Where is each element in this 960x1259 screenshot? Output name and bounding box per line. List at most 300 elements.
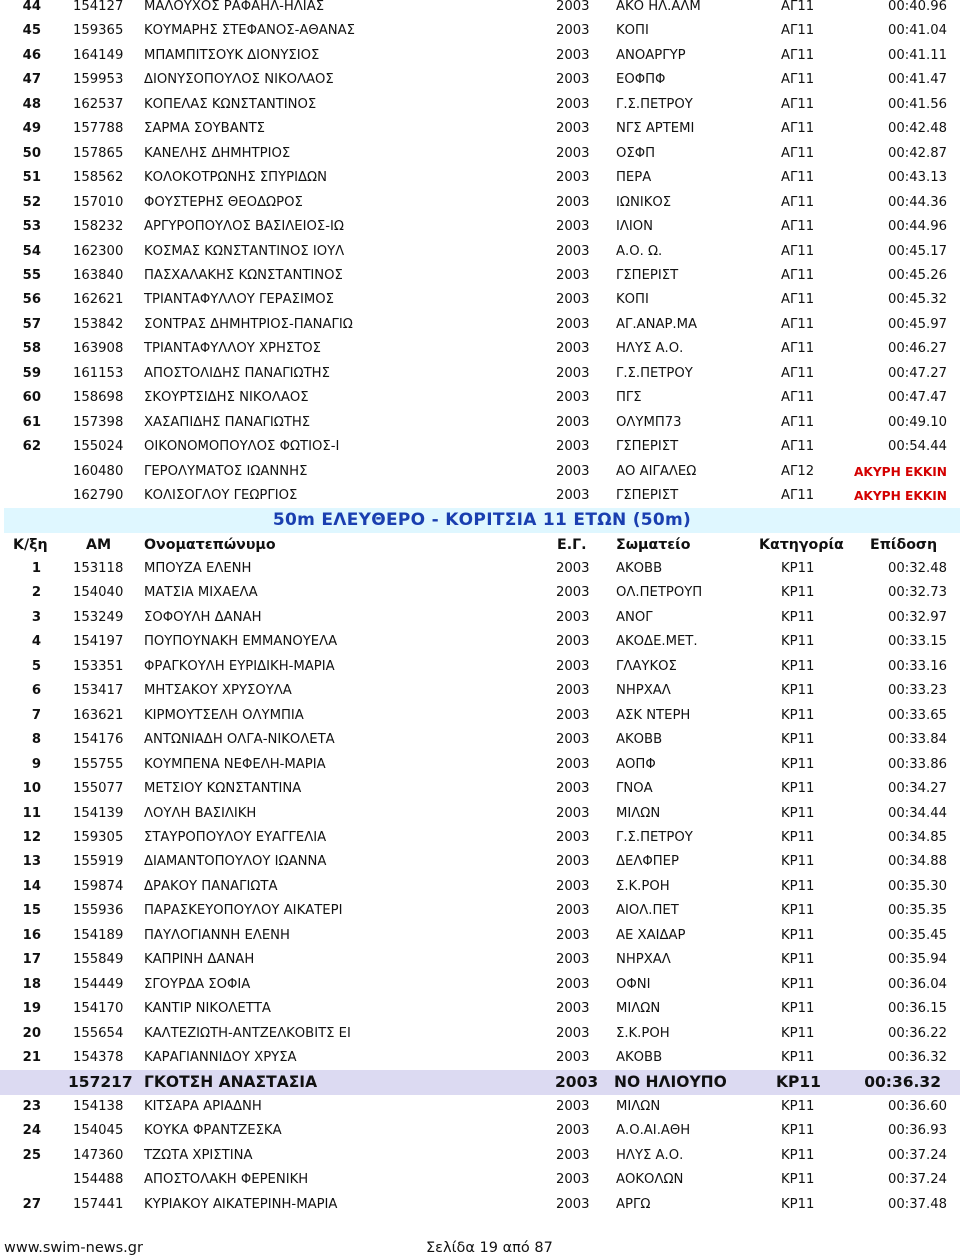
table-row — [0, 68, 960, 93]
club-cell: ΓΣΠΕΡΙΣΤ — [616, 267, 679, 283]
rank-cell: 18 — [22, 976, 41, 992]
am-cell: 154176 — [73, 732, 124, 748]
name-cell: ΣΓΟΥΡΔΑ ΣΟΦΙΑ — [144, 976, 251, 992]
club-cell: ΑΣΚ ΝΤΕΡΗ — [616, 707, 691, 723]
category-cell: ΑΓ11 — [781, 23, 815, 39]
club-cell: ΝΓΣ ΑΡΤΕΜΙ — [616, 121, 695, 137]
club-cell: ΔΕΛΦΠΕΡ — [616, 854, 679, 870]
category-cell: ΚΡ11 — [781, 585, 815, 601]
category-cell: ΑΓ11 — [781, 316, 815, 332]
club-cell: ΝΗΡΧΑΛ — [616, 952, 671, 968]
table-row — [0, 1119, 960, 1144]
name-cell: ΚΑΛΤΕΖΙΩΤΗ-ΑΝΤΖΕΛΚΟΒΙΤΣ ΕΙ — [144, 1025, 351, 1041]
am-cell: 158698 — [73, 390, 124, 406]
name-cell: ΚΑΡΑΓΙΑΝΝΙΔΟΥ ΧΡΥΣΑ — [144, 1050, 297, 1065]
am-cell: 162621 — [73, 292, 124, 308]
year-cell: 2003 — [556, 1001, 590, 1017]
category-cell: ΑΓ11 — [781, 47, 815, 63]
club-cell: ΜΙΛΩΝ — [616, 805, 661, 821]
club-cell: ΙΩΝΙΚΟΣ — [616, 194, 672, 210]
year-cell: 2003 — [556, 634, 590, 650]
year-cell: 2003 — [556, 1123, 590, 1139]
rank-cell: 57 — [22, 316, 41, 332]
year-cell: 2003 — [556, 145, 590, 161]
name-cell: ΚΟΥΚΑ ΦΡΑΝΤΖΕΣΚΑ — [144, 1123, 282, 1139]
time-cell: 00:36.32 — [864, 1073, 941, 1092]
category-cell: ΑΓ11 — [781, 194, 815, 210]
rank-cell: 14 — [22, 878, 41, 894]
name-cell: ΚΟΥΜΑΡΗΣ ΣΤΕΦΑΝΟΣ-ΑΘΑΝΑΣ — [144, 23, 355, 39]
category-cell: ΑΓ11 — [781, 219, 815, 235]
header-name: Ονοματεπώνυμο — [144, 537, 276, 553]
rank-cell: 56 — [22, 292, 41, 308]
am-cell: 162790 — [73, 488, 124, 503]
category-cell: ΚΡ11 — [781, 1025, 815, 1041]
name-cell: ΤΡΙΑΝΤΑΦΥΛΛΟΥ ΓΕΡΑΣΙΜΟΣ — [144, 292, 334, 308]
time-cell: 00:36.93 — [888, 1123, 947, 1139]
year-cell: 2003 — [556, 976, 590, 992]
name-cell: ΜΑΤΣΙΑ ΜΙΧΑΕΛΑ — [144, 585, 258, 601]
time-cell: 00:45.17 — [888, 243, 947, 259]
name-cell: ΚΑΝΤΙΡ ΝΙΚΟΛΕΤΤΑ — [144, 1001, 271, 1017]
table-row — [0, 1144, 960, 1169]
club-cell: ΑΟ ΑΙΓΑΛΕΩ — [616, 463, 697, 479]
time-cell: 00:36.32 — [888, 1050, 947, 1065]
time-cell: 00:33.15 — [888, 634, 947, 650]
club-cell: ΑΚΟΒΒ — [616, 1050, 663, 1065]
club-cell: ΓΣΠΕΡΙΣΤ — [616, 488, 679, 503]
year-cell: 2003 — [556, 732, 590, 748]
rank-cell: 2 — [31, 585, 41, 601]
am-cell: 155077 — [73, 781, 124, 797]
club-cell: ΑΚΟΒΒ — [616, 561, 663, 576]
name-cell: ΚΟΛΟΚΟΤΡΩΝΗΣ ΣΠΥΡΙΔΩΝ — [144, 170, 327, 186]
time-cell: 00:34.44 — [888, 805, 947, 821]
time-cell: 00:36.22 — [888, 1025, 947, 1041]
am-cell: 155919 — [73, 854, 124, 870]
year-cell: 2003 — [556, 170, 590, 186]
club-cell: Γ.Σ.ΠΕΤΡΟΥ — [616, 829, 693, 845]
club-cell: ΑΚΟΒΒ — [616, 732, 663, 748]
rank-cell: 21 — [22, 1050, 41, 1065]
table-row — [0, 728, 960, 753]
category-cell: ΑΓ11 — [781, 365, 815, 381]
table-row — [0, 1022, 960, 1047]
category-cell: ΑΓ11 — [781, 243, 815, 259]
category-cell: ΑΓ11 — [781, 390, 815, 406]
year-cell: 2003 — [556, 829, 590, 845]
club-cell: ΝΗΡΧΑΛ — [616, 683, 671, 699]
club-cell: ΟΛ.ΠΕΤΡΟΥΠ — [616, 585, 703, 601]
category-cell: ΚΡ11 — [781, 1050, 815, 1065]
club-cell: ΓΛΑΥΚΟΣ — [616, 658, 677, 674]
year-cell: 2003 — [556, 414, 590, 430]
year-cell: 2003 — [556, 365, 590, 381]
time-cell: 00:33.84 — [888, 732, 947, 748]
rank-cell: 24 — [22, 1123, 41, 1139]
am-cell: 159305 — [73, 829, 124, 845]
table-row — [0, 581, 960, 606]
year-cell: 2003 — [556, 316, 590, 332]
time-cell: 00:35.45 — [888, 927, 947, 943]
am-cell: 159874 — [73, 878, 124, 894]
category-cell: ΑΓ11 — [781, 170, 815, 186]
club-cell: ΠΕΡΑ — [616, 170, 652, 186]
time-cell: 00:35.30 — [888, 878, 947, 894]
table-row — [0, 655, 960, 680]
category-cell: ΑΓ11 — [781, 267, 815, 283]
table-row — [0, 142, 960, 167]
table-row — [0, 362, 960, 387]
year-cell: 2003 — [556, 47, 590, 63]
name-cell: ΣΟΝΤΡΑΣ ΔΗΜΗΤΡΙΟΣ-ΠΑΝΑΓΙΩ — [144, 316, 353, 332]
rank-cell: 13 — [22, 854, 41, 870]
rank-cell: 15 — [22, 903, 41, 919]
category-cell: ΚΡ11 — [781, 1196, 815, 1212]
table-row — [0, 777, 960, 802]
year-cell: 2003 — [556, 609, 590, 625]
am-cell: 159953 — [73, 72, 124, 88]
am-cell: 155024 — [73, 439, 124, 455]
name-cell: ΜΕΤΣΙΟΥ ΚΩΝΣΤΑΝΤΙΝΑ — [144, 781, 302, 797]
am-cell: 157441 — [73, 1196, 124, 1212]
time-cell: 00:34.88 — [888, 854, 947, 870]
page-footer — [0, 1237, 960, 1259]
am-cell: 155654 — [73, 1025, 124, 1041]
time-cell: 00:43.13 — [888, 170, 947, 186]
table-row — [0, 191, 960, 216]
footer-site[interactable]: www.swim-news.gr — [4, 1240, 143, 1256]
category-cell: ΚΡ11 — [781, 561, 815, 576]
am-cell: 147360 — [73, 1147, 124, 1163]
name-cell: ΤΡΙΑΝΤΑΦΥΛΛΟΥ ΧΡΗΣΤΟΣ — [144, 341, 321, 357]
name-cell: ΟΙΚΟΝΟΜΟΠΟΥΛΟΣ ΦΩΤΙΟΣ-Ι — [144, 439, 340, 455]
time-cell: 00:40.96 — [888, 0, 947, 14]
name-cell: ΑΠΟΣΤΟΛΙΔΗΣ ΠΑΝΑΓΙΩΤΗΣ — [144, 365, 330, 381]
am-cell: 155936 — [73, 903, 124, 919]
table-row — [0, 753, 960, 778]
am-cell: 153249 — [73, 609, 124, 625]
club-cell: ΑΟΠΦ — [616, 756, 656, 772]
year-cell: 2003 — [555, 1073, 599, 1092]
name-cell: ΜΑΛΟΥΧΟΣ ΡΑΦΑΗΛ-ΗΛΙΑΣ — [144, 0, 325, 14]
club-cell: Α.Ο.ΑΙ.ΑΘΗ — [616, 1123, 691, 1139]
year-cell: 2003 — [556, 463, 590, 479]
footer-page-number: Σελίδα 19 από 87 — [426, 1240, 553, 1256]
am-cell: 157788 — [73, 121, 124, 137]
year-cell: 2003 — [556, 683, 590, 699]
year-cell: 2003 — [556, 194, 590, 210]
club-cell: ΑΚΟΔΕ.ΜΕΤ. — [616, 634, 698, 650]
time-cell: 00:45.26 — [888, 267, 947, 283]
am-cell: 154045 — [73, 1123, 124, 1139]
table-row — [0, 1070, 960, 1095]
category-cell: ΚΡ11 — [781, 609, 815, 625]
rank-cell: 45 — [22, 23, 41, 39]
name-cell: ΑΠΟΣΤΟΛΑΚΗ ΦΕΡΕΝΙΚΗ — [144, 1172, 309, 1188]
name-cell: ΠΑΥΛΟΓΙΑΝΝΗ ΕΛΕΝΗ — [144, 927, 290, 943]
table-row — [0, 337, 960, 362]
time-cell: 00:37.24 — [888, 1172, 947, 1188]
club-cell: ΑΓ.ΑΝΑΡ.ΜΑ — [616, 316, 698, 332]
name-cell: ΚΟΠΕΛΑΣ ΚΩΝΣΤΑΝΤΙΝΟΣ — [144, 96, 317, 112]
category-cell: ΚΡ11 — [781, 634, 815, 650]
time-cell: 00:46.27 — [888, 341, 947, 357]
category-cell: ΚΡ11 — [781, 707, 815, 723]
category-cell: ΚΡ11 — [781, 903, 815, 919]
table-row — [0, 19, 960, 44]
club-cell: ΕΟΦΠΦ — [616, 72, 666, 88]
time-cell: 00:49.10 — [888, 414, 947, 430]
name-cell: ΦΡΑΓΚΟΥΛΗ ΕΥΡΙΔΙΚΗ-ΜΑΡΙΑ — [144, 658, 335, 674]
table-row — [0, 802, 960, 827]
time-cell: 00:45.97 — [888, 316, 947, 332]
table-row — [0, 630, 960, 655]
category-cell: ΚΡ11 — [776, 1073, 821, 1092]
year-cell: 2003 — [556, 439, 590, 455]
table-row — [0, 973, 960, 998]
category-cell: ΚΡ11 — [781, 829, 815, 845]
rank-cell: 1 — [31, 561, 41, 576]
category-cell: ΚΡ11 — [781, 732, 815, 748]
club-cell: Γ.Σ.ΠΕΤΡΟΥ — [616, 96, 693, 112]
table-row — [0, 948, 960, 973]
category-cell: ΚΡ11 — [781, 1123, 815, 1139]
category-cell: ΚΡ11 — [781, 1147, 815, 1163]
year-cell: 2003 — [556, 1147, 590, 1163]
table-row — [0, 924, 960, 949]
name-cell: ΛΟΥΛΗ ΒΑΣΙΛΙΚΗ — [144, 805, 257, 821]
rank-cell: 19 — [22, 1001, 41, 1017]
am-cell: 157398 — [73, 414, 124, 430]
name-cell: ΚΟΛΙΣΟΓΛΟΥ ΓΕΩΡΓΙΟΣ — [144, 488, 298, 503]
time-cell: 00:47.47 — [888, 390, 947, 406]
table-row — [0, 875, 960, 900]
am-cell: 157217 — [68, 1073, 133, 1092]
club-cell: ΑΝΟΑΡΓΥΡ — [616, 47, 686, 63]
club-cell: Γ.Σ.ΠΕΤΡΟΥ — [616, 365, 693, 381]
name-cell: ΠΑΡΑΣΚΕΥΟΠΟΥΛΟΥ ΑΙΚΑΤΕΡΙ — [144, 903, 343, 919]
name-cell: ΠΑΣΧΑΛΑΚΗΣ ΚΩΝΣΤΑΝΤΙΝΟΣ — [144, 267, 343, 283]
year-cell: 2003 — [556, 707, 590, 723]
time-cell: 00:45.32 — [888, 292, 947, 308]
category-cell: ΚΡ11 — [781, 781, 815, 797]
time-cell: 00:44.96 — [888, 219, 947, 235]
category-cell: ΑΓ11 — [781, 0, 815, 14]
am-cell: 161153 — [73, 365, 124, 381]
time-cell: 00:41.56 — [888, 96, 947, 112]
category-cell: ΑΓ11 — [781, 145, 815, 161]
name-cell: ΚΙΤΣΑΡΑ ΑΡΙΑΔΝΗ — [144, 1098, 262, 1114]
rank-cell: 17 — [22, 952, 41, 968]
club-cell: Α.Ο. Ω. — [616, 243, 663, 259]
time-cell: 00:35.94 — [888, 952, 947, 968]
table-row — [0, 1168, 960, 1193]
rank-cell: 10 — [22, 781, 41, 797]
year-cell: 2003 — [556, 1196, 590, 1212]
time-cell: ΑΚΥΡΗ ΕΚΚΙΝ — [853, 464, 947, 479]
rank-cell: 3 — [31, 609, 41, 625]
club-cell: ΑΙΟΛ.ΠΕΤ — [616, 903, 679, 919]
time-cell: 00:42.48 — [888, 121, 947, 137]
table-row — [0, 606, 960, 631]
header-rank: Κ/ξη — [13, 537, 48, 553]
club-cell: ΜΙΛΩΝ — [616, 1001, 661, 1017]
club-cell: ΑΚΟ ΗΛ.ΑΛΜ — [616, 0, 701, 14]
club-cell: ΟΛΥΜΠ73 — [616, 414, 682, 430]
header-category: Κατηγορία — [759, 537, 844, 553]
rank-cell: 16 — [22, 927, 41, 943]
table-row — [0, 557, 960, 582]
table-row — [0, 484, 960, 509]
category-cell: ΚΡ11 — [781, 756, 815, 772]
category-cell: ΚΡ11 — [781, 854, 815, 870]
category-cell: ΚΡ11 — [781, 658, 815, 674]
year-cell: 2003 — [556, 292, 590, 308]
rank-cell: 25 — [22, 1147, 41, 1163]
name-cell: ΓΕΡΟΛΥΜΑΤΟΣ ΙΩΑΝΝΗΣ — [144, 463, 308, 479]
rank-cell: 53 — [22, 219, 41, 235]
time-cell: 00:32.97 — [888, 609, 947, 625]
table-row — [0, 215, 960, 240]
am-cell: 154488 — [73, 1172, 124, 1188]
rank-cell: 5 — [31, 658, 41, 674]
table-row — [0, 1046, 960, 1071]
table-row — [0, 240, 960, 265]
header-club: Σωματείο — [616, 537, 691, 553]
am-cell: 164149 — [73, 47, 124, 63]
rank-cell: 52 — [22, 194, 41, 210]
rank-cell: 48 — [22, 96, 41, 112]
category-cell: ΑΓ11 — [781, 96, 815, 112]
club-cell: ΓΝΟΑ — [616, 781, 653, 797]
year-cell: 2003 — [556, 658, 590, 674]
time-cell: 00:36.04 — [888, 976, 947, 992]
time-cell: 00:32.73 — [888, 585, 947, 601]
rank-cell: 4 — [31, 634, 41, 650]
time-cell: 00:41.11 — [888, 47, 947, 63]
rank-cell: 27 — [22, 1196, 41, 1212]
time-cell: 00:41.04 — [888, 23, 947, 39]
category-cell: ΚΡ11 — [781, 805, 815, 821]
rank-cell: 8 — [31, 732, 41, 748]
name-cell: ΣΑΡΜΑ ΣΟΥΒΑΝΤΣ — [144, 121, 265, 137]
time-cell: 00:37.48 — [888, 1196, 947, 1212]
category-cell: ΑΓ11 — [781, 488, 815, 503]
time-cell: 00:36.60 — [888, 1098, 947, 1114]
name-cell: ΚΙΡΜΟΥΤΣΕΛΗ ΟΛΥΜΠΙΑ — [144, 707, 304, 723]
header-time: Επίδοση — [870, 537, 938, 553]
name-cell: ΑΝΤΩΝΙΑΔΗ ΟΛΓΑ-ΝΙΚΟΛΕΤΑ — [144, 732, 335, 748]
table-row — [0, 435, 960, 460]
table-row — [0, 1193, 960, 1218]
am-cell: 153417 — [73, 683, 124, 699]
time-cell: 00:33.86 — [888, 756, 947, 772]
time-cell: 00:41.47 — [888, 72, 947, 88]
club-cell: ΗΛΥΣ Α.Ο. — [616, 341, 684, 357]
name-cell: ΦΟΥΣΤΕΡΗΣ ΘΕΟΔΩΡΟΣ — [144, 194, 303, 210]
am-cell: 154127 — [73, 0, 124, 14]
year-cell: 2003 — [556, 805, 590, 821]
time-cell: 00:33.16 — [888, 658, 947, 674]
category-cell: ΑΓ11 — [781, 414, 815, 430]
am-cell: 163840 — [73, 267, 124, 283]
category-cell: ΚΡ11 — [781, 927, 815, 943]
name-cell: ΚΟΣΜΑΣ ΚΩΝΣΤΑΝΤΙΝΟΣ ΙΟΥΛ — [144, 243, 345, 259]
table-header — [0, 533, 960, 557]
rank-cell: 46 — [22, 47, 41, 63]
am-cell: 154189 — [73, 927, 124, 943]
category-cell: ΚΡ11 — [781, 976, 815, 992]
name-cell: ΠΟΥΠΟΥΝΑΚΗ ΕΜΜΑΝΟΥΕΛΑ — [144, 634, 338, 650]
year-cell: 2003 — [556, 23, 590, 39]
name-cell: ΔΙΑΜΑΝΤΟΠΟΥΛΟΥ ΙΩΑΝΝΑ — [144, 854, 327, 870]
year-cell: 2003 — [556, 585, 590, 601]
year-cell: 2003 — [556, 96, 590, 112]
am-cell: 163908 — [73, 341, 124, 357]
table-row — [0, 997, 960, 1022]
rank-cell: 54 — [22, 243, 41, 259]
time-cell: 00:36.15 — [888, 1001, 947, 1017]
am-cell: 158232 — [73, 219, 124, 235]
rank-cell: 58 — [22, 341, 41, 357]
rank-cell: 6 — [31, 683, 41, 699]
header-am: ΑΜ — [86, 537, 112, 553]
table-row — [0, 0, 960, 20]
am-cell: 155755 — [73, 756, 124, 772]
year-cell: 2003 — [556, 561, 590, 576]
name-cell: ΔΡΑΚΟΥ ΠΑΝΑΓΙΩΤΑ — [144, 878, 278, 894]
am-cell: 162300 — [73, 243, 124, 259]
am-cell: 154138 — [73, 1098, 124, 1114]
rank-cell: 50 — [22, 145, 41, 161]
time-cell: 00:33.23 — [888, 683, 947, 699]
club-cell: ΙΛΙΟΝ — [616, 219, 654, 235]
rank-cell: 51 — [22, 170, 41, 186]
category-cell: ΚΡ11 — [781, 1001, 815, 1017]
am-cell: 153842 — [73, 316, 124, 332]
am-cell: 154139 — [73, 805, 124, 821]
name-cell: ΧΑΣΑΠΙΔΗΣ ΠΑΝΑΓΙΩΤΗΣ — [144, 414, 311, 430]
category-cell: ΑΓ11 — [781, 72, 815, 88]
am-cell: 159365 — [73, 23, 124, 39]
table-row — [0, 704, 960, 729]
club-cell: ΚΟΠΙ — [616, 292, 649, 308]
table-row — [0, 679, 960, 704]
rank-cell: 11 — [22, 805, 41, 821]
name-cell: ΤΖΩΤΑ ΧΡΙΣΤΙΝΑ — [144, 1147, 253, 1163]
year-cell: 2003 — [556, 121, 590, 137]
am-cell: 154040 — [73, 585, 124, 601]
name-cell: ΣΤΑΥΡΟΠΟΥΛΟΥ ΕΥΑΓΓΕΛΙΑ — [144, 829, 327, 845]
name-cell: ΜΗΤΣΑΚΟΥ ΧΡΥΣΟΥΛΑ — [144, 683, 292, 699]
table-row — [0, 1095, 960, 1120]
table-row — [0, 850, 960, 875]
year-cell: 2003 — [556, 267, 590, 283]
year-cell: 2003 — [556, 1050, 590, 1065]
time-cell: 00:32.48 — [888, 561, 947, 576]
year-cell: 2003 — [556, 0, 590, 14]
category-cell: ΑΓ11 — [781, 439, 815, 455]
time-cell: 00:35.35 — [888, 903, 947, 919]
rank-cell: 55 — [22, 267, 41, 283]
year-cell: 2003 — [556, 72, 590, 88]
am-cell: 158562 — [73, 170, 124, 186]
table-row — [0, 166, 960, 191]
year-cell: 2003 — [556, 781, 590, 797]
name-cell: ΚΟΥΜΠΕΝΑ ΝΕΦΕΛΗ-ΜΑΡΙΑ — [144, 756, 326, 772]
am-cell: 162537 — [73, 96, 124, 112]
